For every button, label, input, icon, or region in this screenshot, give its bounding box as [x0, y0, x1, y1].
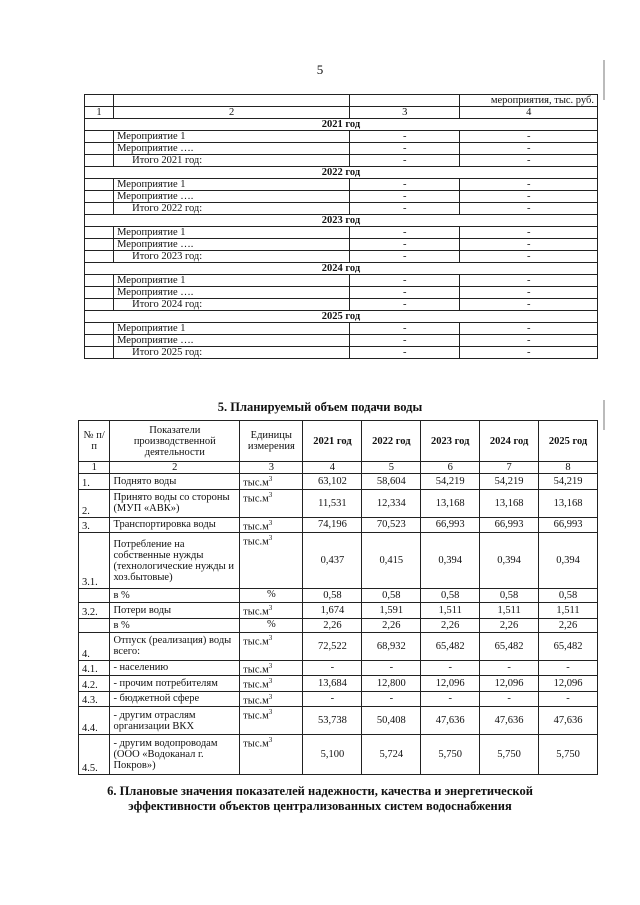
table2-colnum-row: [79, 462, 598, 474]
row-number: [79, 618, 110, 632]
value-cell: 72,522: [303, 632, 362, 660]
value-cell: 47,636: [421, 707, 480, 735]
measure-row: [85, 335, 598, 347]
header-cell: [350, 95, 460, 107]
total-row: [85, 155, 598, 167]
header-cell-cost: мероприятия, тыс. руб.: [460, 95, 598, 107]
value-cell: 2,26: [303, 618, 362, 632]
unit-cell: [240, 707, 303, 735]
header-cell: № п/п: [79, 421, 110, 462]
value-cell: 5,100: [303, 735, 362, 775]
indicator-row: [79, 603, 598, 619]
measure-cost: -: [460, 179, 598, 191]
value-cell: 53,738: [303, 707, 362, 735]
value-cell: 0,58: [421, 589, 480, 603]
unit-base: тыс.м: [243, 664, 269, 675]
value-cell: 0,394: [480, 533, 539, 589]
value-cell: -: [539, 691, 598, 707]
header-cell: 2024 год: [480, 421, 539, 462]
row-number: [85, 143, 114, 155]
indicator-name: Потери воды: [110, 603, 240, 619]
value-cell: -: [539, 660, 598, 676]
row-number: [85, 347, 114, 359]
section-6-title: [0, 784, 640, 814]
row-number: [85, 287, 114, 299]
measure-row: [85, 287, 598, 299]
column-number: 3: [350, 107, 460, 119]
measure-name: Мероприятие 1: [114, 179, 350, 191]
value-cell: 65,482: [421, 632, 480, 660]
unit-cell: [240, 735, 303, 775]
value-cell: 1,511: [480, 603, 539, 619]
value-cell: 12,334: [362, 489, 421, 517]
column-number: 5: [362, 462, 421, 474]
measure-row: [85, 323, 598, 335]
column-number: 7: [480, 462, 539, 474]
header-cell: Показатели производственной деятельности: [110, 421, 240, 462]
value-cell: 11,531: [303, 489, 362, 517]
value-cell: 2,26: [421, 618, 480, 632]
row-number: 3.2.: [79, 603, 110, 619]
header-cell: 2025 год: [539, 421, 598, 462]
value-cell: 12,800: [362, 676, 421, 692]
total-label: Итого 2021 год:: [114, 155, 350, 167]
year-row: [85, 311, 598, 323]
measure-value: -: [350, 323, 460, 335]
row-number: [79, 589, 110, 603]
unit-superscript: 3: [268, 708, 273, 716]
measures-table: [84, 94, 598, 359]
section-5-title: 5. Планируемый объем подачи воды: [217, 400, 423, 414]
value-cell: 2,26: [480, 618, 539, 632]
measure-cost: -: [460, 323, 598, 335]
indicator-name: - населению: [110, 660, 240, 676]
unit-base: тыс.м: [243, 710, 269, 722]
column-number: 2: [114, 107, 350, 119]
header-cell: [85, 95, 114, 107]
unit-superscript: 3: [268, 475, 273, 483]
header-cell: 2021 год: [303, 421, 362, 462]
indicator-name: - бюджетной сфере: [110, 691, 240, 707]
row-number: [85, 155, 114, 167]
measure-cost: -: [460, 239, 598, 251]
unit-cell: %: [240, 589, 303, 603]
column-number: 4: [303, 462, 362, 474]
header-cell: 2023 год: [421, 421, 480, 462]
row-number: [85, 227, 114, 239]
measure-value: -: [350, 179, 460, 191]
row-number: [85, 335, 114, 347]
indicator-name: Потребление на собственные нужды (технологические нужды и хоз.бытовые): [110, 533, 240, 589]
measure-name: Мероприятие 1: [114, 131, 350, 143]
unit-base: тыс.м: [243, 521, 269, 532]
row-number: 3.: [79, 517, 110, 533]
unit-base: тыс.м: [243, 695, 269, 706]
total-label: Итого 2022 год:: [114, 203, 350, 215]
total-cost: -: [460, 347, 598, 359]
section-6-title-line1: 6. Плановые значения показателей надежности, качества и энергетической: [107, 784, 533, 798]
value-cell: 0,415: [362, 533, 421, 589]
measure-value: -: [350, 227, 460, 239]
value-cell: 0,58: [480, 589, 539, 603]
value-cell: 58,604: [362, 474, 421, 490]
value-cell: 1,591: [362, 603, 421, 619]
indicator-row: [79, 517, 598, 533]
indicator-name: - другим отраслям организации ВКХ: [110, 707, 240, 735]
column-number: 4: [460, 107, 598, 119]
value-cell: -: [421, 660, 480, 676]
indicator-name: Принято воды со стороны (МУП «АВК»): [110, 489, 240, 517]
indicator-row: [79, 533, 598, 589]
row-number: [85, 239, 114, 251]
indicator-row: [79, 660, 598, 676]
value-cell: 0,58: [303, 589, 362, 603]
indicator-row: [79, 691, 598, 707]
measure-value: -: [350, 335, 460, 347]
value-cell: 13,684: [303, 676, 362, 692]
measure-row: [85, 191, 598, 203]
value-cell: 2,26: [539, 618, 598, 632]
unit-cell: [240, 533, 303, 589]
unit-cell: [240, 603, 303, 619]
unit-base: тыс.м: [243, 606, 269, 618]
value-cell: 0,58: [362, 589, 421, 603]
value-cell: 5,750: [539, 735, 598, 775]
unit-superscript: 3: [268, 490, 273, 499]
row-number: [85, 179, 114, 191]
column-number: 1: [85, 107, 114, 119]
unit-superscript: 3: [268, 736, 273, 744]
total-cost: -: [460, 251, 598, 263]
total-cost: -: [460, 203, 598, 215]
year-row: [85, 119, 598, 131]
unit-superscript: 3: [268, 661, 273, 670]
row-number: [85, 275, 114, 287]
value-cell: 5,750: [480, 735, 539, 775]
indicator-name: - другим водопроводам (ООО «Водоканал г. Покров»): [110, 735, 240, 775]
value-cell: 47,636: [480, 707, 539, 735]
row-number: 1.: [79, 474, 110, 490]
row-number: 3.1.: [79, 533, 110, 589]
section-6-title-line2: эффективности объектов централизованных систем водоснабжения: [128, 799, 512, 813]
value-cell: 0,394: [421, 533, 480, 589]
total-cost: -: [460, 155, 598, 167]
total-value: -: [350, 251, 460, 263]
measure-row: [85, 179, 598, 191]
measure-name: Мероприятие ….: [114, 143, 350, 155]
value-cell: -: [362, 691, 421, 707]
unit-superscript: 3: [268, 604, 273, 612]
measure-row: [85, 143, 598, 155]
measure-cost: -: [460, 227, 598, 239]
indicator-row: [79, 707, 598, 735]
measure-value: -: [350, 143, 460, 155]
unit-superscript: 3: [268, 677, 273, 685]
measure-cost: -: [460, 143, 598, 155]
year-row: [85, 215, 598, 227]
header-cell: [114, 95, 350, 107]
indicator-row: [79, 489, 598, 517]
table1-header-row: [85, 95, 598, 107]
row-number: 4.3.: [79, 691, 110, 707]
measure-row: [85, 131, 598, 143]
column-number: 1: [79, 462, 110, 474]
value-cell: -: [303, 691, 362, 707]
indicator-row: [79, 735, 598, 775]
total-label: Итого 2024 год:: [114, 299, 350, 311]
value-cell: 63,102: [303, 474, 362, 490]
indicator-name: в %: [110, 618, 240, 632]
unit-base: тыс.м: [243, 536, 269, 548]
value-cell: 12,096: [421, 676, 480, 692]
unit-base: тыс.м: [243, 477, 269, 489]
total-label: Итого 2023 год:: [114, 251, 350, 263]
unit-base: тыс.м: [243, 636, 269, 647]
total-row: [85, 347, 598, 359]
year-label: 2022 год: [85, 167, 598, 179]
value-cell: 65,482: [539, 632, 598, 660]
measure-cost: -: [460, 191, 598, 203]
row-number: 2.: [79, 489, 110, 517]
measure-name: Мероприятие ….: [114, 335, 350, 347]
unit-cell: [240, 691, 303, 707]
total-row: [85, 299, 598, 311]
value-cell: 70,523: [362, 517, 421, 533]
measure-row: [85, 239, 598, 251]
value-cell: 50,408: [362, 707, 421, 735]
total-value: -: [350, 299, 460, 311]
value-cell: 12,096: [480, 676, 539, 692]
unit-cell: [240, 474, 303, 490]
column-number: 3: [240, 462, 303, 474]
row-number: [85, 323, 114, 335]
unit-cell: [240, 489, 303, 517]
year-row: [85, 167, 598, 179]
unit-cell: [240, 517, 303, 533]
total-row: [85, 251, 598, 263]
value-cell: 0,437: [303, 533, 362, 589]
value-cell: 5,724: [362, 735, 421, 775]
year-label: 2025 год: [85, 311, 598, 323]
value-cell: 54,219: [480, 474, 539, 490]
unit-superscript: 3: [268, 692, 273, 701]
unit-cell: [240, 676, 303, 692]
value-cell: 65,482: [480, 632, 539, 660]
indicator-row: [79, 474, 598, 490]
value-cell: 66,993: [480, 517, 539, 533]
measure-value: -: [350, 287, 460, 299]
row-number: 4.4.: [79, 707, 110, 735]
year-row: [85, 263, 598, 275]
indicator-name: Поднято воды: [110, 474, 240, 490]
measure-value: -: [350, 191, 460, 203]
year-label: 2024 год: [85, 263, 598, 275]
value-cell: 13,168: [539, 489, 598, 517]
unit-superscript: 3: [268, 633, 273, 642]
measure-name: Мероприятие ….: [114, 191, 350, 203]
row-number: 4.2.: [79, 676, 110, 692]
measure-name: Мероприятие 1: [114, 275, 350, 287]
indicator-name: Отпуск (реализация) воды всего:: [110, 632, 240, 660]
measure-name: Мероприятие 1: [114, 227, 350, 239]
row-number: 4.5.: [79, 735, 110, 775]
measure-cost: -: [460, 275, 598, 287]
indicator-row: [79, 618, 598, 632]
water-supply-table: [78, 420, 598, 775]
indicator-row: [79, 589, 598, 603]
measure-cost: -: [460, 335, 598, 347]
indicator-name: в %: [110, 589, 240, 603]
column-number: 2: [110, 462, 240, 474]
indicator-name: Транспортировка воды: [110, 517, 240, 533]
value-cell: 13,168: [421, 489, 480, 517]
total-cost: -: [460, 299, 598, 311]
value-cell: 1,511: [539, 603, 598, 619]
unit-base: тыс.м: [243, 679, 269, 691]
row-number: [85, 251, 114, 263]
value-cell: 0,394: [539, 533, 598, 589]
measure-name: Мероприятие 1: [114, 323, 350, 335]
unit-base: тыс.м: [243, 738, 269, 750]
measure-name: Мероприятие ….: [114, 239, 350, 251]
value-cell: 5,750: [421, 735, 480, 775]
total-value: -: [350, 155, 460, 167]
unit-cell: %: [240, 618, 303, 632]
total-label: Итого 2025 год:: [114, 347, 350, 359]
page-number: 5: [316, 62, 324, 77]
unit-base: тыс.м: [243, 493, 269, 504]
row-number: [85, 299, 114, 311]
measure-name: Мероприятие ….: [114, 287, 350, 299]
value-cell: 2,26: [362, 618, 421, 632]
total-value: -: [350, 347, 460, 359]
row-number: [85, 203, 114, 215]
table2-header-row: [79, 421, 598, 462]
value-cell: 13,168: [480, 489, 539, 517]
value-cell: 68,932: [362, 632, 421, 660]
year-label: 2021 год: [85, 119, 598, 131]
indicator-row: [79, 632, 598, 660]
column-number: 6: [421, 462, 480, 474]
value-cell: 66,993: [421, 517, 480, 533]
measure-cost: -: [460, 287, 598, 299]
row-number: [85, 191, 114, 203]
measure-row: [85, 227, 598, 239]
value-cell: 1,674: [303, 603, 362, 619]
unit-superscript: 3: [268, 518, 273, 527]
column-number: 8: [539, 462, 598, 474]
measure-value: -: [350, 239, 460, 251]
value-cell: -: [421, 691, 480, 707]
header-cell: Единицы измерения: [240, 421, 303, 462]
indicator-name: - прочим потребителям: [110, 676, 240, 692]
header-cell: 2022 год: [362, 421, 421, 462]
measure-cost: -: [460, 131, 598, 143]
scan-edge-mark: [603, 60, 605, 100]
value-cell: 12,096: [539, 676, 598, 692]
year-label: 2023 год: [85, 215, 598, 227]
value-cell: 47,636: [539, 707, 598, 735]
row-number: [85, 131, 114, 143]
total-value: -: [350, 203, 460, 215]
measure-value: -: [350, 131, 460, 143]
measure-value: -: [350, 275, 460, 287]
unit-cell: [240, 632, 303, 660]
value-cell: 74,196: [303, 517, 362, 533]
value-cell: 54,219: [421, 474, 480, 490]
total-row: [85, 203, 598, 215]
value-cell: -: [362, 660, 421, 676]
table1-colnum-row: [85, 107, 598, 119]
value-cell: 66,993: [539, 517, 598, 533]
value-cell: 0,58: [539, 589, 598, 603]
indicator-row: [79, 676, 598, 692]
value-cell: -: [303, 660, 362, 676]
value-cell: 54,219: [539, 474, 598, 490]
unit-superscript: 3: [268, 534, 273, 542]
value-cell: -: [480, 691, 539, 707]
row-number: 4.1.: [79, 660, 110, 676]
measure-row: [85, 275, 598, 287]
row-number: 4.: [79, 632, 110, 660]
unit-cell: [240, 660, 303, 676]
value-cell: -: [480, 660, 539, 676]
value-cell: 1,511: [421, 603, 480, 619]
